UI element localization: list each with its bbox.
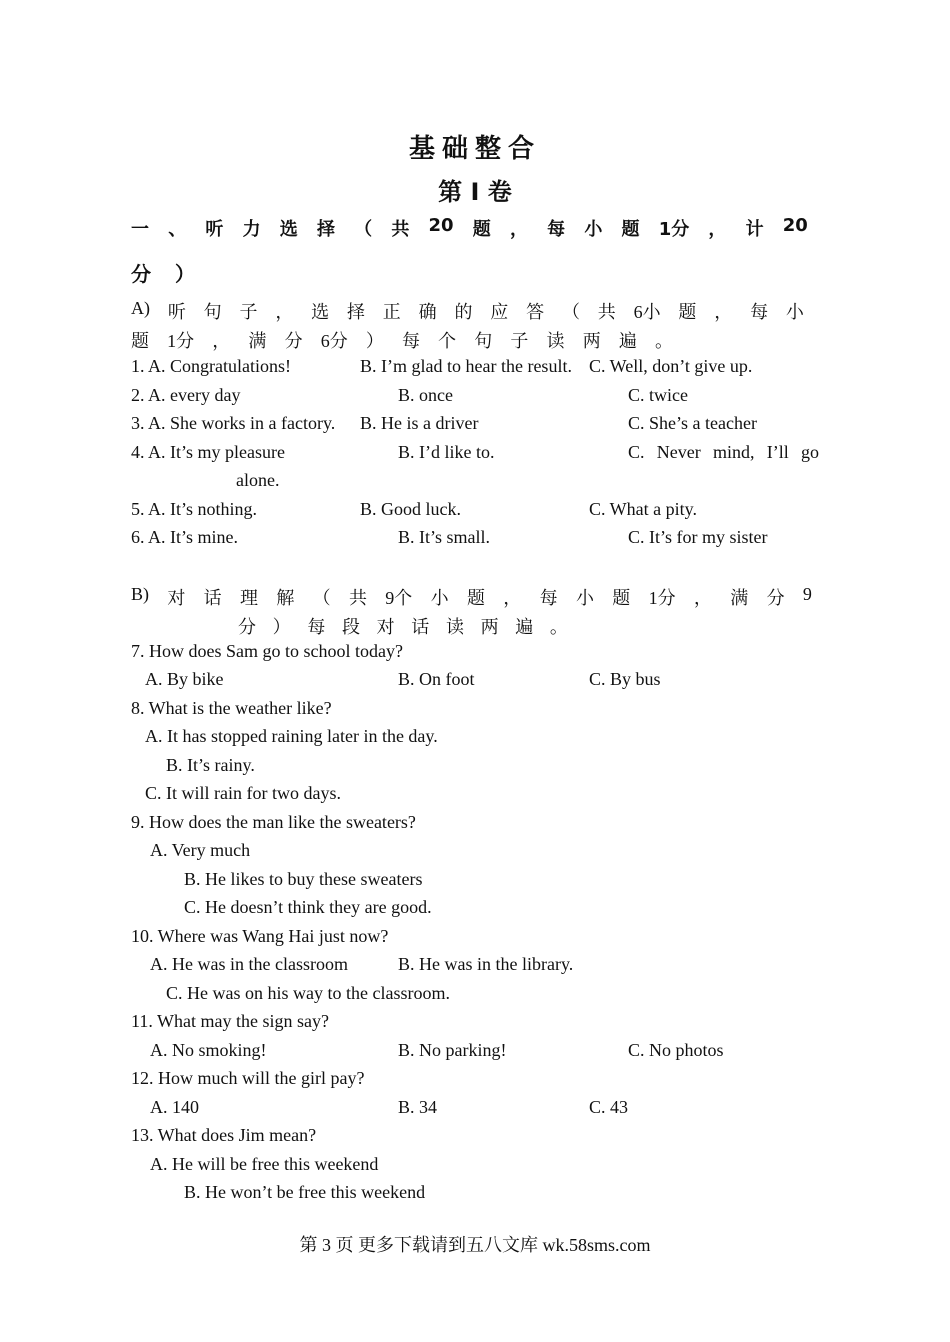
part-b-instruction-line2: 分 ） 每 段 对 话 读 两 遍 。 bbox=[238, 617, 568, 637]
question-12-option-c: C. 43 bbox=[589, 1097, 629, 1117]
question-6-option-a: 6. A. It’s mine. bbox=[131, 527, 238, 547]
question-2-option-b: B. once bbox=[398, 385, 453, 405]
question-2-option-c: C. twice bbox=[628, 385, 688, 405]
question-6-option-c: C. It’s for my sister bbox=[628, 527, 768, 547]
section-heading-line1: 一 、 听 力 选 择 （ 共 20 题 ， 每 小 题 1分 ， 计 20 bbox=[131, 215, 808, 240]
question-10-option-b: B. He was in the library. bbox=[398, 954, 574, 974]
question-4-option-a: 4. A. It’s my pleasure bbox=[131, 442, 285, 462]
question-3-option-b: B. He is a driver bbox=[360, 413, 479, 433]
question-3-option-a: 3. A. She works in a factory. bbox=[131, 413, 336, 433]
question-3-option-c: C. She’s a teacher bbox=[628, 413, 757, 433]
question-9-option-c: C. He doesn’t think they are good. bbox=[184, 897, 432, 917]
question-7-option-a: A. By bike bbox=[145, 669, 224, 689]
question-5-option-c: C. What a pity. bbox=[589, 499, 697, 519]
question-5-option-b: B. Good luck. bbox=[360, 499, 461, 519]
part-a-instruction-line1: A) 听 句 子 ， 选 择 正 确 的 应 答 （ 共 6小 题 ， 每 小 bbox=[131, 298, 804, 322]
question-12-option-b: B. 34 bbox=[398, 1097, 438, 1117]
question-9-option-b: B. He likes to buy these sweaters bbox=[184, 869, 423, 889]
question-1-option-c: C. Well, don’t give up. bbox=[589, 356, 753, 376]
page-footer: 第 3 页 更多下载请到五八文库 wk.58sms.com bbox=[299, 1235, 651, 1255]
question-10-option-a: A. He was in the classroom bbox=[150, 954, 348, 974]
part-b-instruction-line1: B) 对 话 理 解 （ 共 9个 小 题 ， 每 小 题 1分 ， 满 分 9 bbox=[131, 584, 812, 608]
question-12-option-a: A. 140 bbox=[150, 1097, 199, 1117]
question-10-option-c: C. He was on his way to the classroom. bbox=[166, 983, 450, 1003]
question-4-option-c: C. Never mind, I’ll go bbox=[628, 442, 819, 462]
question-8-option-b: B. It’s rainy. bbox=[166, 755, 255, 775]
question-10-stem: 10. Where was Wang Hai just now? bbox=[131, 926, 389, 946]
question-1-option-a: 1. A. Congratulations! bbox=[131, 356, 291, 376]
question-8-stem: 8. What is the weather like? bbox=[131, 698, 332, 718]
question-9-option-a: A. Very much bbox=[150, 840, 251, 860]
question-4-option-c-continued: alone. bbox=[236, 470, 280, 490]
question-13-option-b: B. He won’t be free this weekend bbox=[184, 1182, 426, 1202]
question-6-option-b: B. It’s small. bbox=[398, 527, 491, 547]
page-title: 基础整合 bbox=[408, 134, 541, 164]
section-heading-line2: 分 ） bbox=[131, 262, 195, 286]
question-13-stem: 13. What does Jim mean? bbox=[131, 1125, 317, 1145]
question-13-option-a: A. He will be free this weekend bbox=[150, 1154, 379, 1174]
question-11-option-a: A. No smoking! bbox=[150, 1040, 267, 1060]
question-1-option-b: B. I’m glad to hear the result. bbox=[360, 356, 572, 376]
page-subtitle: 第 I 卷 bbox=[438, 178, 512, 206]
question-7-stem: 7. How does Sam go to school today? bbox=[131, 641, 403, 661]
question-7-option-b: B. On foot bbox=[398, 669, 475, 689]
question-12-stem: 12. How much will the girl pay? bbox=[131, 1068, 365, 1088]
question-5-option-a: 5. A. It’s nothing. bbox=[131, 499, 258, 519]
question-2-option-a: 2. A. every day bbox=[131, 385, 241, 405]
question-8-option-c: C. It will rain for two days. bbox=[145, 783, 341, 803]
question-4-option-b: B. I’d like to. bbox=[398, 442, 495, 462]
question-11-stem: 11. What may the sign say? bbox=[131, 1011, 329, 1031]
question-11-option-c: C. No photos bbox=[628, 1040, 724, 1060]
question-8-option-a: A. It has stopped raining later in the day. bbox=[145, 726, 438, 746]
question-11-option-b: B. No parking! bbox=[398, 1040, 507, 1060]
part-a-instruction-line2: 题 1分 ， 满 分 6分 ） 每 个 句 子 读 两 遍 。 bbox=[131, 331, 673, 351]
question-9-stem: 9. How does the man like the sweaters? bbox=[131, 812, 416, 832]
question-7-option-c: C. By bus bbox=[589, 669, 661, 689]
